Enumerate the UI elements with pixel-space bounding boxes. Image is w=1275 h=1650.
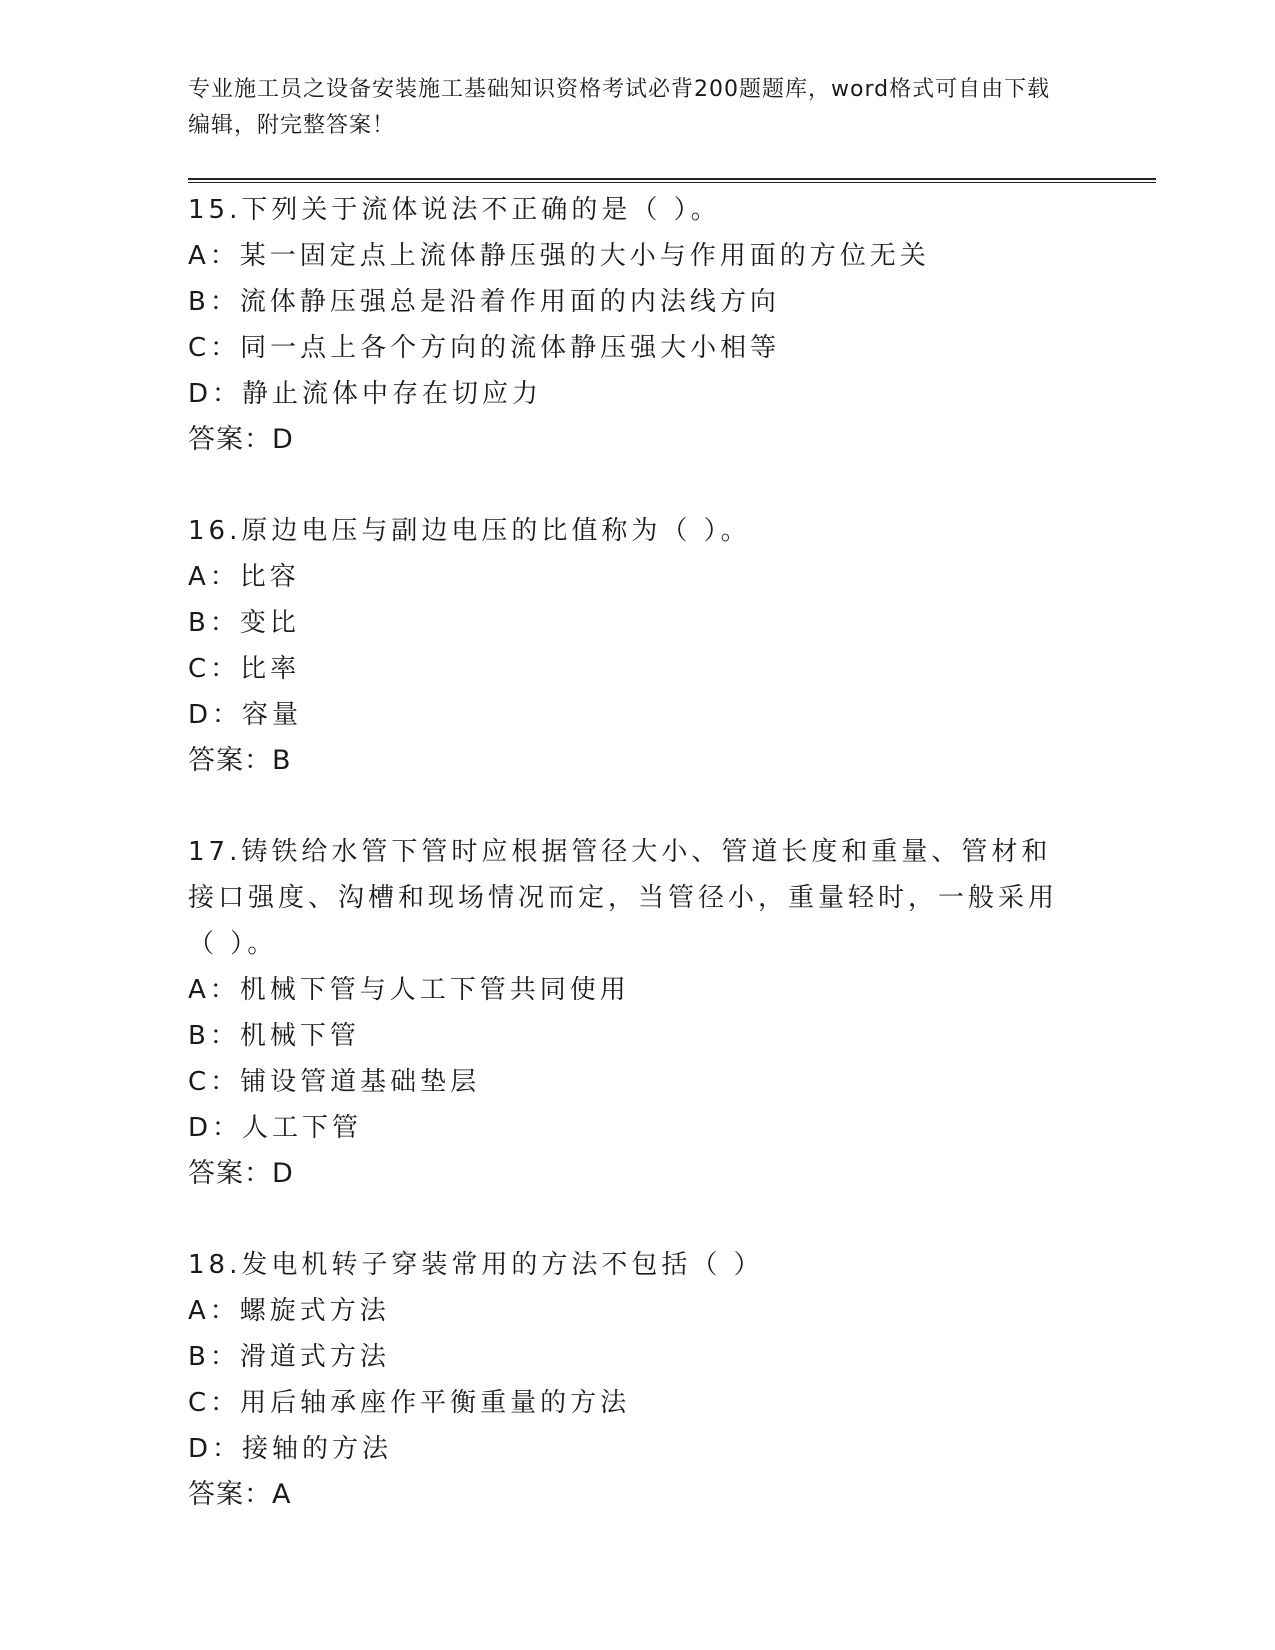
question-text: 15.下列关于流体说法不正确的是（ ）。 xyxy=(188,195,721,225)
question-15 xyxy=(188,187,1088,463)
option-b: B：变比 xyxy=(188,608,300,638)
answer-label: 答案： xyxy=(188,1479,272,1510)
option-a: A：比容 xyxy=(188,562,300,592)
question-18 xyxy=(188,1242,1088,1518)
answer-line xyxy=(188,417,1088,463)
document-header: 专业施工员之设备安装施工基础知识资格考试必背200题题库，word格式可自由下载编辑，附完整答案！ xyxy=(188,77,1051,138)
option-b: B：流体静压强总是沿着作用面的内法线方向 xyxy=(188,287,780,317)
option-d: D：接轴的方法 xyxy=(188,1434,393,1464)
question-list xyxy=(188,187,1088,1563)
question-text: 17.铸铁给水管下管时应根据管径大小、管道长度和重量、管材和接口强度、沟槽和现场情况而定，当管径小，重量轻时，一般采用（ ）。 xyxy=(188,837,1059,959)
option-a: A：螺旋式方法 xyxy=(188,1296,390,1326)
answer-label: 答案： xyxy=(188,424,272,455)
option-d: D：人工下管 xyxy=(188,1113,363,1143)
answer-value: A xyxy=(272,1479,291,1510)
answer-value: D xyxy=(272,1158,293,1189)
option-c: C：同一点上各个方向的流体静压强大小相等 xyxy=(188,333,781,363)
answer-line xyxy=(188,738,1088,784)
header-divider xyxy=(188,178,1156,183)
option-b: B：滑道式方法 xyxy=(188,1342,390,1372)
answer-label: 答案： xyxy=(188,745,272,776)
option-d: D：容量 xyxy=(188,700,303,730)
answer-line xyxy=(188,1472,1088,1518)
answer-label: 答案： xyxy=(188,1158,272,1189)
answer-value: B xyxy=(272,745,291,776)
answer-value: D xyxy=(272,424,293,455)
option-c: C：用后轴承座作平衡重量的方法 xyxy=(188,1388,631,1418)
option-c: C：比率 xyxy=(188,654,301,684)
question-16 xyxy=(188,508,1088,784)
question-text: 18.发电机转子穿装常用的方法不包括（ ） xyxy=(188,1250,764,1280)
option-c: C：铺设管道基础垫层 xyxy=(188,1067,481,1097)
option-a: A：机械下管与人工下管共同使用 xyxy=(188,975,630,1005)
option-b: B：机械下管 xyxy=(188,1021,360,1051)
question-17 xyxy=(188,829,1088,1197)
question-text: 16.原边电压与副边电压的比值称为（ ）。 xyxy=(188,516,751,546)
answer-line xyxy=(188,1151,1088,1197)
option-a: A：某一固定点上流体静压强的大小与作用面的方位无关 xyxy=(188,241,930,271)
option-d: D：静止流体中存在切应力 xyxy=(188,379,543,409)
